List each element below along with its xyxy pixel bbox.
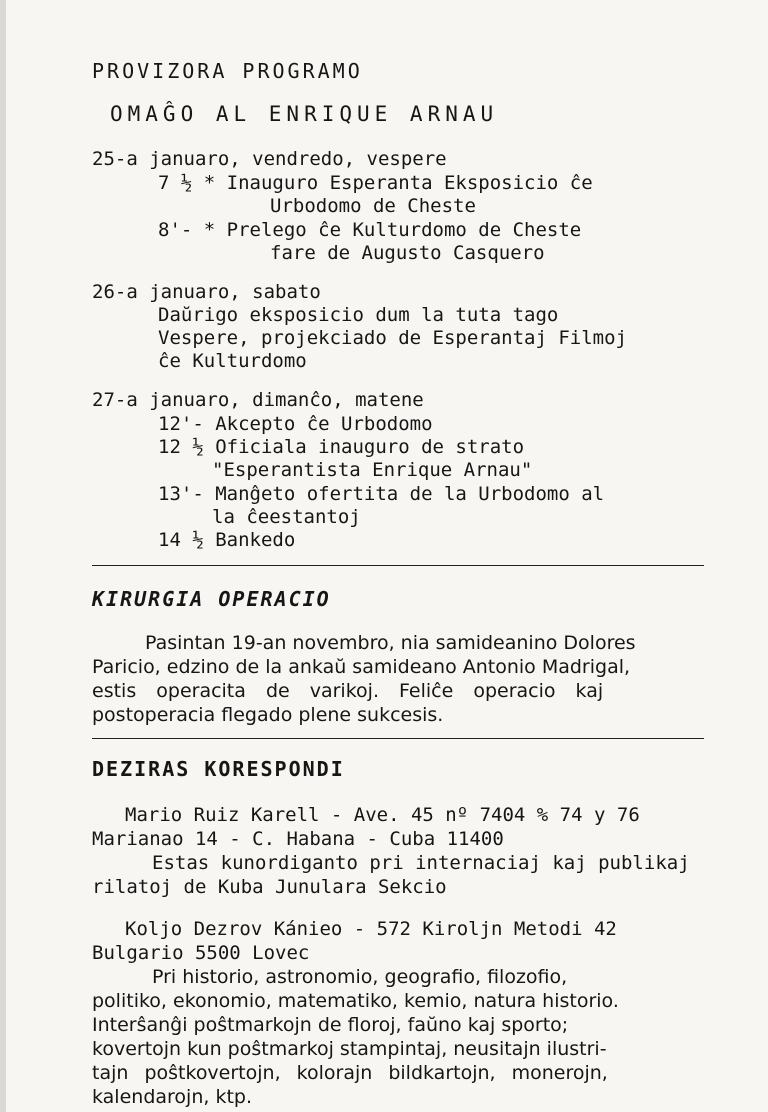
day3-line3: "Esperantista Enrique Arnau" — [212, 459, 533, 481]
correspond-p2-line5: Interŝanĝi poŝtmarkojn de floroj, faŭno kaj sporto; — [92, 1014, 569, 1036]
surgery-line1: Pasintan 19-an novembro, nia samideanino Dolores — [145, 632, 636, 654]
day3-line6: 14 ½ Bankedo — [158, 529, 296, 551]
correspond-p2-line2: Bulgario 5500 Lovec — [92, 942, 310, 964]
day3-date: 27-a januaro, dimanĉo, matene — [92, 389, 424, 411]
program-subtitle: OMAĜO AL ENRIQUE ARNAU — [110, 102, 499, 126]
correspond-p1-line4: rilatoj de Kuba Junulara Sekcio — [92, 876, 447, 898]
day2-line1: Daŭrigo eksposicio dum la tuta tago — [158, 304, 559, 326]
correspond-p2-line3: Pri historio, astronomio, geografio, filozofio, — [152, 966, 568, 988]
day1-line2: Urbodomo de Cheste — [270, 195, 476, 217]
correspond-p1-line3: Estas kunordiganto pri internaciaj kaj publikaj — [152, 852, 690, 874]
surgery-line2: Paricio, edzino de la ankaŭ samideano Antonio Madrigal, — [92, 656, 631, 678]
day2-line3: ĉe Kulturdomo — [158, 350, 307, 372]
day1-line3: 8'- * Prelego ĉe Kulturdomo de Cheste — [158, 219, 582, 241]
day3-line2: 12 ½ Oficiala inauguro de strato — [158, 436, 525, 458]
program-title: PROVIZORA PROGRAMO — [92, 59, 363, 83]
day1-date: 25-a januaro, vendredo, vespere — [92, 148, 447, 170]
correspond-p2-line6: kovertojn kun poŝtmarkoj stampintaj, neusitajn ilustri- — [92, 1038, 607, 1060]
correspond-p2-line4: politiko, ekonomio, matematiko, kemio, natura historio. — [92, 990, 619, 1012]
correspond-p2-line8: kalendarojn, ktp. — [92, 1086, 252, 1108]
correspond-p2-line7: tajn poŝtkovertojn, kolorajn bildkartojn, monerojn, — [92, 1062, 608, 1084]
day3-line1: 12'- Akcepto ĉe Urbodomo — [158, 413, 433, 435]
correspond-p1-line1: Mario Ruiz Karell - Ave. 45 nº 7404 % 74 y 76 — [125, 804, 640, 826]
surgery-heading: KIRURGIA OPERACIO — [92, 587, 331, 611]
correspond-p1-line2: Marianao 14 - C. Habana - Cuba 11400 — [92, 828, 504, 850]
day2-line2: Vespere, projekciado de Esperantaj Filmoj — [158, 327, 627, 349]
divider-1 — [92, 565, 704, 566]
surgery-line3: estis operacita de varikoj. Feliĉe operacio kaj — [92, 680, 604, 702]
day1-line4: fare de Augusto Casquero — [270, 242, 545, 264]
divider-2 — [92, 738, 704, 739]
page-edge-shadow — [0, 0, 6, 1112]
day3-line5: la ĉeestantoj — [212, 506, 361, 528]
correspond-heading: DEZIRAS KORESPONDI — [92, 757, 345, 781]
surgery-line4: postoperacia flegado plene sukcesis. — [92, 704, 444, 726]
day2-date: 26-a januaro, sabato — [92, 281, 321, 303]
correspond-p2-line1: Koljo Dezrov Kánieo - 572 Kiroljn Metodi 42 — [125, 918, 617, 940]
day1-line1: 7 ½ * Inauguro Esperanta Eksposicio ĉe — [158, 172, 593, 194]
day3-line4: 13'- Manĝeto ofertita de la Urbodomo al — [158, 483, 605, 505]
